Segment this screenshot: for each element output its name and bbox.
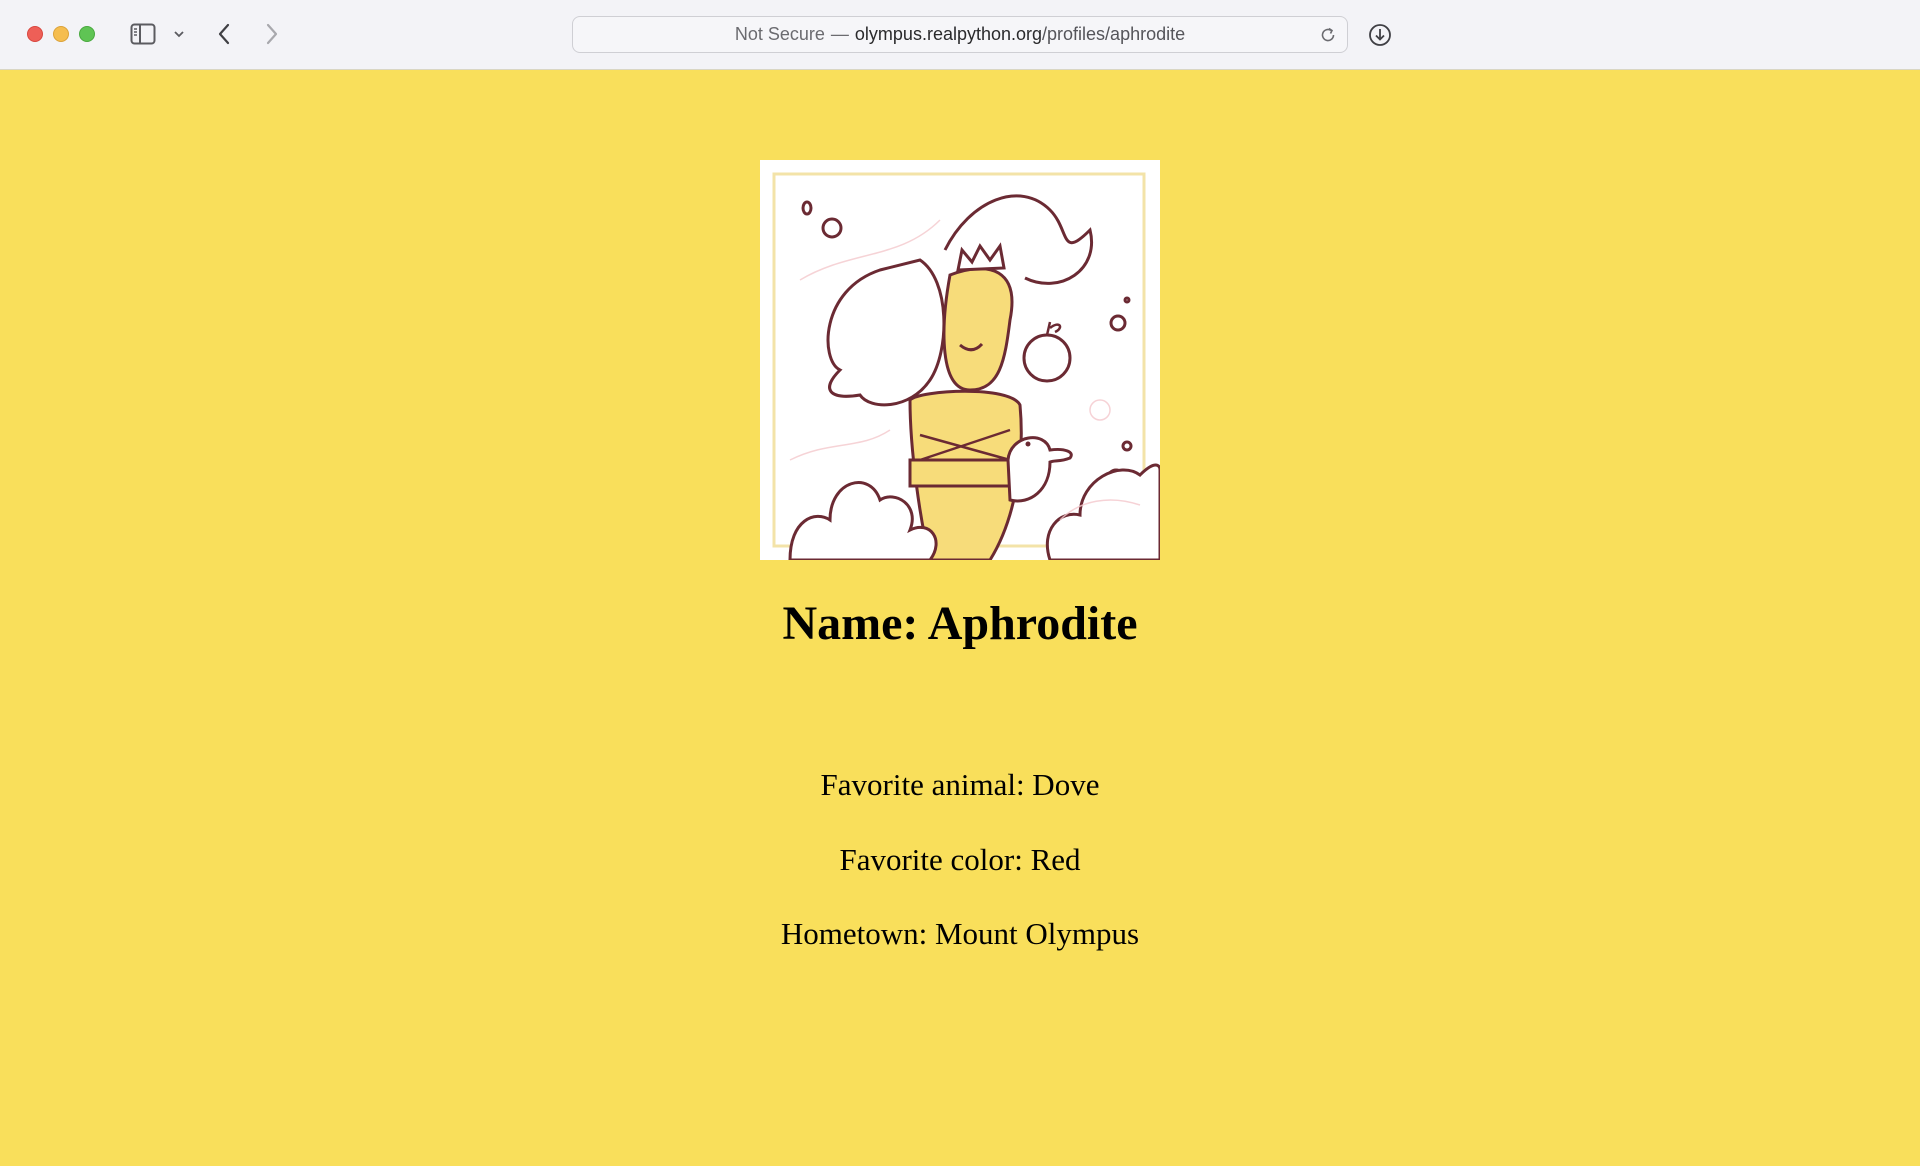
forward-arrow-icon[interactable]	[258, 20, 286, 48]
profile-page	[0, 71, 1920, 1166]
close-window-button[interactable]	[27, 26, 43, 42]
security-label: Not Secure	[734, 24, 825, 44]
back-arrow-icon[interactable]	[210, 20, 238, 48]
download-icon[interactable]	[1366, 21, 1394, 49]
profile-name-heading: Name: Aphrodite	[782, 597, 1138, 650]
zoom-window-button[interactable]	[79, 26, 95, 42]
favorite-animal-text: Favorite animal: Dove	[820, 767, 1100, 802]
profile-image	[760, 160, 1160, 560]
sidebar-icon[interactable]	[128, 20, 158, 48]
chevron-down-icon[interactable]	[170, 24, 188, 44]
reload-icon[interactable]	[1317, 24, 1339, 46]
hometown-text: Hometown: Mount Olympus	[780, 916, 1140, 951]
url-path: /profiles/aphrodite	[1042, 24, 1186, 44]
favorite-color-text: Favorite color: Red	[839, 842, 1081, 877]
address-bar[interactable]	[572, 16, 1348, 53]
browser-toolbar	[0, 0, 1920, 70]
url-host: olympus.realpython.org	[854, 24, 1043, 44]
minimize-window-button[interactable]	[53, 26, 69, 42]
url-separator: —	[830, 24, 849, 44]
